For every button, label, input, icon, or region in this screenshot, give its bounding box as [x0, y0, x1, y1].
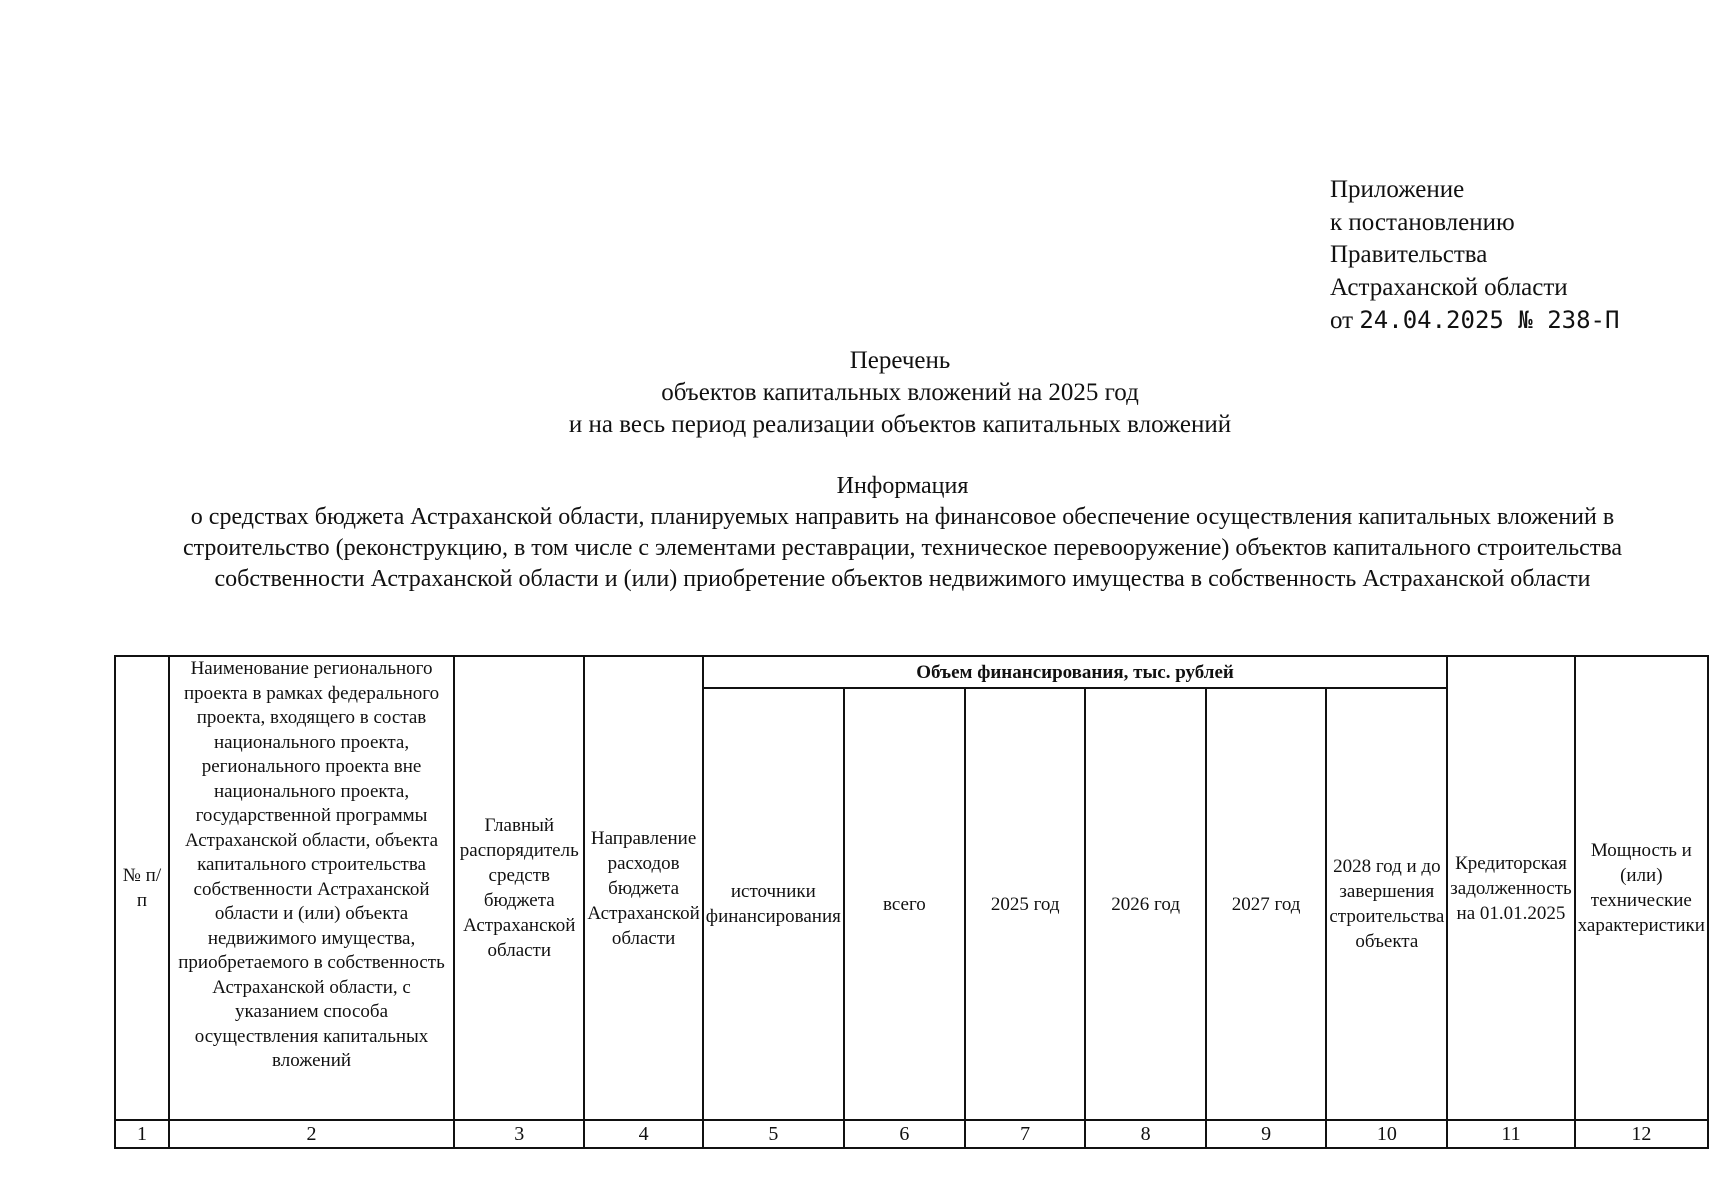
column-number: 1 [115, 1120, 169, 1148]
column-number: 12 [1575, 1120, 1708, 1148]
column-number: 2 [169, 1120, 454, 1148]
header-col-8: 2026 год [1085, 688, 1205, 1120]
info-text: о средствах бюджета Астраханской области, планируемых направить на финансовое обеспечение осуществления капитальных вложений в строительство (реконструкцию, в том числе с элементами реставрации, техническое перевооружение) объектов капитального строительства собственности Астраханской области и (или) приобретение объектов недвижимого имущества в собственность Астраханской области [182, 504, 1622, 592]
annex-line-4: Астраханской области [1330, 273, 1568, 301]
financing-table [114, 655, 1709, 1149]
title-line-3: и на весь период реализации объектов капитальных вложений [568, 411, 1232, 438]
header-col-12: Мощность и (или) технические характеристики [1575, 656, 1708, 1120]
header-col-6: всего [844, 688, 965, 1120]
header-col-7: 2025 год [965, 688, 1085, 1120]
info-heading: Информация [836, 473, 969, 499]
annex-date-number: 24.04.2025 № 238-П [1359, 306, 1620, 334]
column-number: 4 [584, 1120, 702, 1148]
column-number: 10 [1326, 1120, 1447, 1148]
title-line-2: объектов капитальных вложений на 2025 год [661, 379, 1139, 406]
column-number: 3 [454, 1120, 584, 1148]
annex-block [1330, 174, 1619, 338]
column-number: 7 [965, 1120, 1085, 1148]
title-line-1: Перечень [849, 347, 951, 374]
header-col-1: № п/п [115, 656, 169, 1120]
header-col-9: 2027 год [1206, 688, 1326, 1120]
annex-date-line [1330, 304, 1619, 338]
annex-line-1: Приложение [1330, 176, 1465, 203]
header-col-10: 2028 год и до завершения строительства объекта [1326, 688, 1447, 1120]
column-number: 8 [1085, 1120, 1205, 1148]
annex-line-2: к постановлению [1330, 208, 1515, 236]
header-col-5: источники финансирования [703, 688, 844, 1120]
annex-line-3: Правительства [1330, 241, 1488, 268]
header-col-3: Главный распорядитель средств бюджета Астраханской области [454, 656, 584, 1120]
info-block [175, 471, 1630, 595]
annex-date-prefix: от [1330, 307, 1354, 334]
header-col-4: Направление расходов бюджета Астраханской области [584, 656, 702, 1120]
header-col-2: Наименование регионального проекта в рамках федерального проекта, входящего в состав национального проекта, регионального проекта вне национального проекта, государственной программы Астраханской области, объекта капитального строительства собственности Астраханской области и (или) объекта недвижимого имущества, приобретаемого в собственность Астраханской области, с указанием способа осуществления капитальных вложений [169, 656, 454, 1120]
document-title [0, 345, 1709, 441]
column-number: 11 [1447, 1120, 1574, 1148]
header-financing-group: Объем финансирования, тыс. рублей [703, 656, 1448, 688]
column-number: 6 [844, 1120, 965, 1148]
column-number: 5 [703, 1120, 844, 1148]
header-col-11: Кредиторская задолженность на 01.01.2025 [1447, 656, 1574, 1120]
column-number: 9 [1206, 1120, 1326, 1148]
